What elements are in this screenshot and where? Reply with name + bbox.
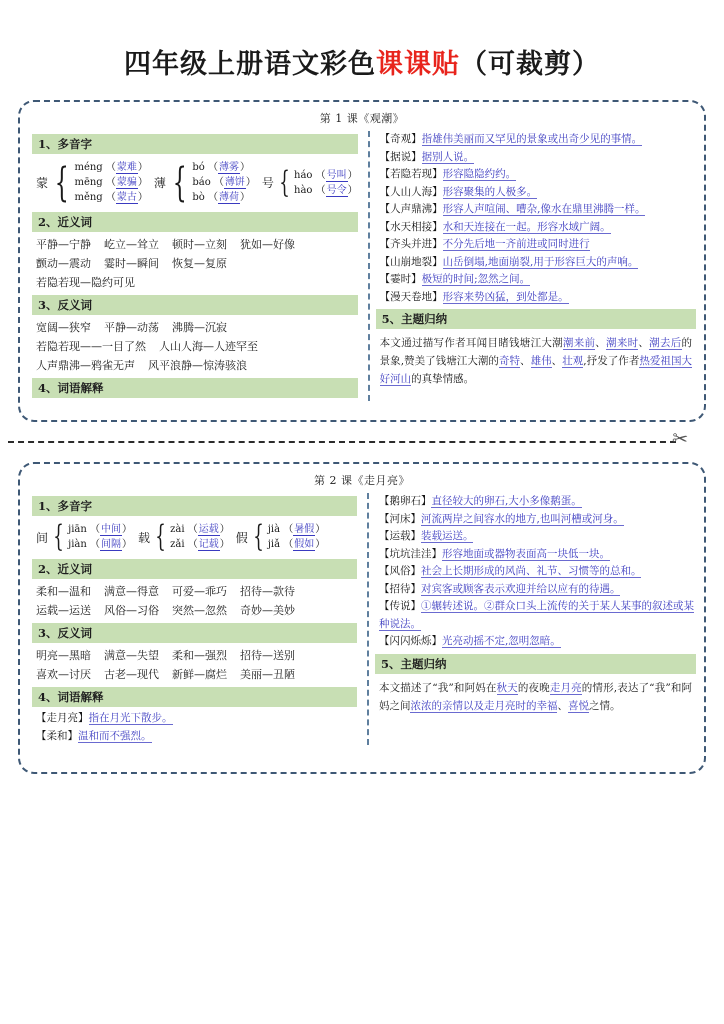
word-pair-row xyxy=(32,273,358,292)
summary-highlight: 秋天 xyxy=(496,681,518,694)
paren-close: ） xyxy=(347,184,358,196)
word-pair-row xyxy=(32,254,358,273)
definition-row xyxy=(375,633,696,651)
word-pair: 柔和—温和 xyxy=(36,585,91,598)
paren-close: ） xyxy=(315,539,326,550)
polyphonic-item xyxy=(170,522,230,537)
lesson-2-right-column xyxy=(367,493,696,745)
polyphonic-items xyxy=(294,168,358,198)
polyphonic-item xyxy=(294,183,358,198)
lesson-card-2 xyxy=(18,462,706,774)
pinyin: zài （ xyxy=(170,524,198,535)
lesson-1-right-column xyxy=(368,131,696,401)
summary-highlight: 以及走月亮时的 xyxy=(462,699,537,712)
polyphonic-item xyxy=(192,190,256,205)
definition-row xyxy=(375,598,696,633)
paren-close: ） xyxy=(245,177,256,188)
word-pair-row xyxy=(32,337,358,356)
definition-term: 【漫天卷地】 xyxy=(379,290,443,303)
definition-term: 【人山人海】 xyxy=(379,185,443,198)
word-pair: 柔和—强烈 xyxy=(172,649,227,662)
section-header-polyphonic: 1、多音字 xyxy=(32,134,358,154)
word-pair: 宽阔—狭窄 xyxy=(36,321,91,334)
summary-text-run: 、 xyxy=(595,337,607,349)
definition-row xyxy=(375,528,696,546)
polyphonic-item xyxy=(74,190,147,205)
polyphonic-word: 蒙难 xyxy=(116,162,137,173)
paren-close: ） xyxy=(219,524,230,535)
lesson-1-columns xyxy=(28,131,696,401)
definition-text: 形容聚集的人极多。 xyxy=(442,185,538,198)
polyphonic-group xyxy=(36,160,148,205)
definition-row xyxy=(375,563,696,581)
section-header-summary: 5、主题归纳 xyxy=(375,654,696,674)
word-pair: 屹立—耸立 xyxy=(104,238,159,251)
synonyms-list xyxy=(32,235,358,292)
paren-close: ） xyxy=(122,539,132,550)
paren-close: ） xyxy=(239,162,250,173)
definition-term: 【走月亮】 xyxy=(36,712,89,724)
word-pair: 突然—忽然 xyxy=(172,604,227,617)
polyphonic-char: 号 xyxy=(261,176,274,190)
paren-close: ） xyxy=(219,539,230,550)
page-title xyxy=(0,0,724,87)
pinyin: mēng （ xyxy=(74,177,116,188)
definition-row xyxy=(32,710,357,728)
polyphonic-word: 记载 xyxy=(198,539,219,550)
word-pair: 满意—得意 xyxy=(104,585,159,598)
polyphonic-items xyxy=(192,160,256,205)
definitions-list-left xyxy=(32,710,357,745)
page-title-suffix: （可裁剪） xyxy=(460,49,600,80)
definition-text: 对宾客或顾客表示欢迎并给以应有的待遇。 xyxy=(420,582,621,595)
polyphonic-group-list xyxy=(32,519,357,556)
word-pair: 招待—款待 xyxy=(240,585,295,598)
definition-row xyxy=(375,493,696,511)
pinyin: jiàn （ xyxy=(68,539,100,550)
paren-close: ） xyxy=(347,169,358,181)
pinyin: báo （ xyxy=(192,177,224,188)
word-pair: 犹如—好像 xyxy=(240,238,295,251)
summary-text-run: 的情形,表达了“我”和阿妈之间 xyxy=(378,681,693,712)
antonyms-list xyxy=(32,318,358,375)
section-header-summary: 5、主题归纳 xyxy=(376,309,696,329)
definition-text: 不分先后地一齐前进或同时进行 xyxy=(442,238,590,250)
polyphonic-word: 蒙古 xyxy=(116,192,137,203)
section-header-antonyms: 3、反义词 xyxy=(32,295,358,315)
summary-highlight: 走月亮 xyxy=(549,681,582,694)
polyphonic-group xyxy=(36,519,132,554)
polyphonic-item xyxy=(170,537,230,552)
word-pair: 明亮—黑暗 xyxy=(36,649,91,662)
polyphonic-word: 运载 xyxy=(198,524,219,535)
summary-highlight: 潮来时 xyxy=(606,337,639,349)
brace-icon: { xyxy=(253,519,264,554)
summary-text-run: 之情。 xyxy=(588,699,621,712)
word-pair: 运载—运送 xyxy=(36,604,91,617)
definitions-list xyxy=(376,131,696,306)
definition-term: 【鹅卵石】 xyxy=(378,495,432,507)
lesson-2-columns xyxy=(28,493,696,745)
definition-row xyxy=(375,581,696,599)
summary-highlight: 壮观 xyxy=(562,355,584,367)
polyphonic-word: 暑假 xyxy=(294,524,315,535)
summary-highlight: 热爱祖国大好河山 xyxy=(379,355,693,385)
summary-text-run: 本文通过描写作者耳闻目睹钱塘江大潮 xyxy=(379,337,563,349)
word-pair: 可爱—乖巧 xyxy=(172,585,227,598)
word-pair: 风平浪静—惊涛骇浪 xyxy=(148,359,247,372)
definition-term: 【若隐若现】 xyxy=(379,168,443,180)
polyphonic-word: 蒙骗 xyxy=(116,177,137,188)
word-pair: 人声鼎沸—鸦雀无声 xyxy=(36,359,135,372)
section-header-synonyms: 2、近义词 xyxy=(32,212,358,232)
pinyin: méng （ xyxy=(74,162,116,173)
definition-text: 形容来势凶猛，到处都是。 xyxy=(442,290,569,303)
definition-term: 【柔和】 xyxy=(36,729,78,742)
definition-text: 社会上长期形成的风尚、礼节、习惯等的总和。 xyxy=(420,565,642,577)
summary-highlight: 雄伟 xyxy=(530,355,552,367)
lesson-1-header: 第 1 课《观潮》 xyxy=(319,112,405,125)
definition-row xyxy=(376,236,696,254)
summary-highlight: 浓浓的亲情 xyxy=(410,699,463,712)
brace-icon: { xyxy=(53,519,64,554)
definition-term: 【据说】 xyxy=(379,150,422,163)
word-pair-row xyxy=(32,582,357,601)
definition-row xyxy=(375,546,696,564)
brace-icon: { xyxy=(279,164,290,200)
definition-term: 【运载】 xyxy=(378,530,421,542)
polyphonic-items xyxy=(74,160,147,205)
polyphonic-items xyxy=(268,522,325,552)
definition-row xyxy=(376,289,696,307)
lesson-card-1 xyxy=(18,100,706,422)
polyphonic-char: 载 xyxy=(138,530,151,545)
definition-term: 【齐头并进】 xyxy=(379,238,443,250)
cut-line-divider xyxy=(8,441,676,443)
polyphonic-char: 薄 xyxy=(153,176,166,190)
pinyin: měng （ xyxy=(74,192,116,203)
scissors-icon: ✂ xyxy=(670,428,689,451)
word-pair-row xyxy=(32,601,357,620)
definition-term: 【水天相接】 xyxy=(379,220,443,233)
paren-close: ） xyxy=(137,162,148,173)
definition-row xyxy=(376,271,696,289)
definition-row xyxy=(376,219,696,237)
section-header-definitions: 4、词语解释 xyxy=(32,378,358,398)
polyphonic-item xyxy=(68,537,132,552)
antonyms-list xyxy=(32,646,357,684)
polyphonic-word: 假如 xyxy=(294,539,315,550)
polyphonic-group xyxy=(235,519,326,554)
definition-row xyxy=(376,184,696,202)
word-pair: 招待—送别 xyxy=(240,649,295,662)
pinyin: jiǎ （ xyxy=(267,539,294,550)
brace-icon: { xyxy=(155,519,166,554)
section-header-polyphonic: 1、多音字 xyxy=(32,496,357,516)
polyphonic-item xyxy=(192,175,256,190)
synonyms-list xyxy=(32,582,357,620)
word-pair: 美丽—丑陋 xyxy=(240,668,295,681)
summary-text-run: 、 xyxy=(520,355,531,367)
word-pair-row xyxy=(32,318,358,337)
summary-text-run: 、 xyxy=(638,337,650,349)
pinyin: jià （ xyxy=(267,524,294,535)
word-pair-row xyxy=(32,646,357,665)
summary-text xyxy=(375,677,696,715)
word-pair-row xyxy=(32,356,358,375)
polyphonic-item xyxy=(192,160,256,175)
word-pair: 风俗—习俗 xyxy=(104,604,159,617)
definition-text: 装载运送。 xyxy=(420,530,474,542)
summary-text-run: 、 xyxy=(551,355,563,367)
pinyin: jiān （ xyxy=(68,524,100,535)
definition-text: 直径较大的卵石,大小多像鹅蛋。 xyxy=(431,495,582,507)
definition-term: 【风俗】 xyxy=(378,565,421,577)
polyphonic-word: 中间 xyxy=(101,524,121,535)
summary-text-run: 的景象,赞美了钱塘江大潮的 xyxy=(379,337,693,367)
definition-text: 形容人声喧闹、嘈杂,像水在鼎里沸腾一样。 xyxy=(442,203,646,215)
word-pair: 颤动—震动 xyxy=(36,257,91,270)
summary-text xyxy=(376,332,696,388)
definition-term: 【传说】 xyxy=(378,600,421,612)
definition-text: 形容隐隐约约。 xyxy=(442,168,517,180)
definition-term: 【人声鼎沸】 xyxy=(379,203,443,215)
paren-close: ） xyxy=(137,177,148,188)
definition-text: 形容地面或器物表面高一块低一块。 xyxy=(441,547,610,560)
paren-close: ） xyxy=(239,192,250,203)
polyphonic-item xyxy=(268,537,325,552)
polyphonic-items xyxy=(170,522,230,552)
definitions-list xyxy=(375,493,696,651)
paren-close: ） xyxy=(137,192,148,203)
lesson-1-left-column xyxy=(28,131,358,401)
summary-highlight: 潮来前 xyxy=(562,337,596,349)
definition-row xyxy=(375,511,696,529)
word-pair: 顿时—立刻 xyxy=(172,238,227,251)
polyphonic-word: 间隔 xyxy=(101,539,121,550)
definition-text: 据别人说。 xyxy=(421,150,475,163)
definition-text: 河流两岸之间容水的地方,也叫河槽或河身。 xyxy=(420,512,624,525)
word-pair: 人山人海—人迹罕至 xyxy=(159,340,258,353)
polyphonic-item xyxy=(68,522,132,537)
brace-icon: { xyxy=(54,159,69,206)
definition-text: 温和而不强烈。 xyxy=(78,729,152,742)
brace-icon: { xyxy=(172,159,187,206)
definition-row xyxy=(376,201,696,219)
summary-text-run: 、 xyxy=(557,699,568,712)
summary-highlight: 喜悦 xyxy=(567,699,589,712)
word-pair: 新鲜—腐烂 xyxy=(172,668,227,681)
polyphonic-item xyxy=(74,160,147,175)
word-pair-row xyxy=(32,235,358,254)
polyphonic-item xyxy=(294,168,358,183)
polyphonic-item xyxy=(74,175,147,190)
polyphonic-char: 蒙 xyxy=(36,176,49,190)
definition-text: 山岳倒塌,地面崩裂,用于形容巨大的声响。 xyxy=(442,255,639,268)
definition-text: 指在月光下散步。 xyxy=(88,712,173,724)
definition-term: 【奇观】 xyxy=(379,133,422,145)
word-pair: 恢复—复原 xyxy=(172,257,227,270)
word-pair: 平静—动荡 xyxy=(104,321,159,334)
word-pair-row xyxy=(32,665,357,684)
polyphonic-word: 薄雾 xyxy=(218,162,239,173)
polyphonic-items xyxy=(68,522,132,552)
word-pair: 满意—失望 xyxy=(104,649,159,662)
polyphonic-group-list xyxy=(32,157,358,209)
word-pair: 喜欢—讨厌 xyxy=(36,668,91,681)
section-header-definitions: 4、词语解释 xyxy=(32,687,357,707)
polyphonic-word: 号叫 xyxy=(326,169,347,181)
page-title-prefix: 四年级上册语文彩色 xyxy=(124,49,376,80)
summary-text-run: ,抒发了作者 xyxy=(583,355,640,367)
polyphonic-word: 号令 xyxy=(326,184,347,196)
word-pair: 古老—现代 xyxy=(104,668,159,681)
definition-text: ①辗转述说。②群众口头上流传的关于某人某事的叙述或某种说法。 xyxy=(378,600,694,630)
definition-term: 【霎时】 xyxy=(379,273,422,285)
lesson-2-header: 第 2 课《走月亮》 xyxy=(314,474,410,487)
summary-text-run: 的真挚情感。 xyxy=(411,373,475,385)
pinyin: bó （ xyxy=(192,162,218,173)
definition-text: 水和天连接在一起。形容水域广阔。 xyxy=(442,220,611,233)
definition-term: 【招待】 xyxy=(378,582,421,595)
pinyin: bò （ xyxy=(192,192,218,203)
page-title-accent: 课课贴 xyxy=(376,49,460,80)
word-pair: 平静—宁静 xyxy=(36,238,91,251)
definition-text: 光亮动摇不定,忽明忽暗。 xyxy=(441,635,561,647)
polyphonic-group xyxy=(138,519,230,554)
pinyin: zǎi （ xyxy=(170,539,198,550)
definition-term: 【山崩地裂】 xyxy=(379,255,443,268)
polyphonic-char: 间 xyxy=(36,530,49,545)
summary-text-run: 的夜晚 xyxy=(517,681,550,694)
definition-text: 指雄伟美丽而又罕见的景象或出奇少见的事情。 xyxy=(421,133,643,145)
definition-term: 【闪闪烁烁】 xyxy=(378,635,442,647)
summary-highlight: 潮去后 xyxy=(649,337,682,349)
lesson-2-left-column xyxy=(28,493,357,745)
word-pair: 奇妙—美妙 xyxy=(240,604,295,617)
word-pair: 沸腾—沉寂 xyxy=(172,321,227,334)
polyphonic-word: 薄饼 xyxy=(224,177,245,188)
polyphonic-char: 假 xyxy=(235,530,248,545)
paren-close: ） xyxy=(122,524,132,535)
polyphonic-word: 薄荷 xyxy=(218,192,239,203)
word-pair: 若隐若现—隐约可见 xyxy=(36,276,135,289)
summary-text-run: 本文描述了“我”和阿妈在 xyxy=(378,681,497,694)
pinyin: hào （ xyxy=(294,184,326,196)
definition-term: 【坑坑洼洼】 xyxy=(378,547,442,560)
polyphonic-group xyxy=(261,164,358,200)
summary-highlight: 幸福 xyxy=(536,699,558,712)
polyphonic-item xyxy=(268,522,325,537)
definition-row xyxy=(376,254,696,272)
section-header-synonyms: 2、近义词 xyxy=(32,559,357,579)
definition-row xyxy=(376,131,696,149)
paren-close: ） xyxy=(315,524,326,535)
definition-row xyxy=(376,149,696,167)
polyphonic-group xyxy=(154,160,256,205)
pinyin: háo （ xyxy=(294,169,326,181)
section-header-antonyms: 3、反义词 xyxy=(32,623,357,643)
summary-highlight: 奇特 xyxy=(498,355,521,367)
word-pair: 霎时—瞬间 xyxy=(104,257,159,270)
definition-text: 极短的时间;忽然之间。 xyxy=(421,273,531,285)
definition-term: 【河床】 xyxy=(378,512,421,525)
definition-row xyxy=(376,166,696,184)
definition-row xyxy=(32,728,357,746)
word-pair: 若隐若现——一目了然 xyxy=(36,340,146,353)
